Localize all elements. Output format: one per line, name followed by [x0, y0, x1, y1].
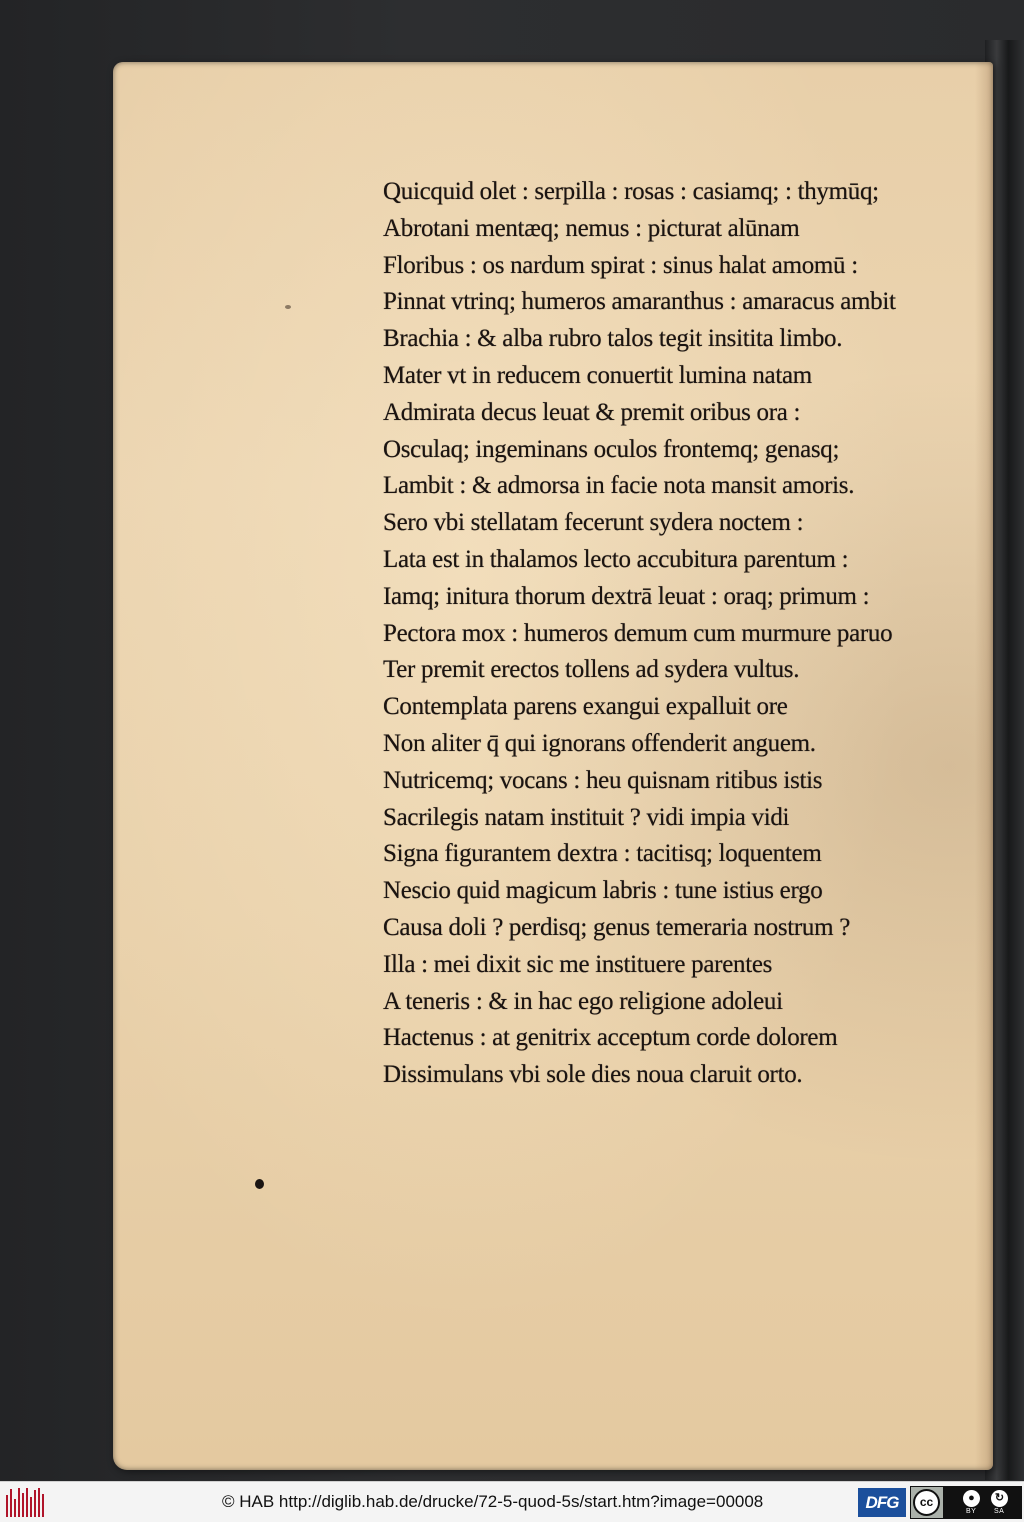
text-line: Causa doli ? perdisq; genus temeraria nostrum ?	[383, 913, 851, 941]
attribution-icon: ●	[963, 1490, 980, 1507]
text-line: Contemplata parens exangui expalluit ore	[383, 693, 788, 721]
text-line: Pinnat vtrinq; humeros amaranthus : amaracus ambit	[383, 288, 896, 316]
ink-dot	[255, 1179, 264, 1189]
text-line: Sero vbi stellatam fecerunt sydera noctem :	[383, 509, 804, 537]
text-line: Lambit : & admorsa in facie nota mansit amoris.	[383, 472, 855, 500]
license-attributes	[943, 1487, 1021, 1518]
text-line: Signa figurantem dextra : tacitisq; loquentem	[383, 840, 822, 868]
text-line: Illa : mei dixit sic me instituere parentes	[383, 950, 773, 978]
text-line: Floribus : os nardum spirat : sinus halat amomū :	[383, 251, 858, 279]
text-line: Admirata decus leuat & premit oribus ora :	[383, 398, 801, 426]
page-edge-shadow	[975, 62, 993, 1470]
text-line: Dissimulans vbi sole dies noua claruit orto.	[383, 1061, 803, 1089]
text-line: Brachia : & alba rubro talos tegit insitita limbo.	[383, 325, 843, 353]
text-line: A teneris : & in hac ego religione adoleui	[383, 987, 783, 1015]
text-line: Lata est in thalamos lecto accubitura parentum :	[383, 545, 849, 573]
text-line: Mater vt in reducem conuertit lumina natam	[383, 361, 812, 389]
dfg-logo[interactable]: DFG	[858, 1488, 906, 1517]
text-line: Iamq; initura thorum dextrā leuat : oraq; primum :	[383, 582, 870, 610]
text-line: Nescio quid magicum labris : tune istius ergo	[383, 877, 823, 905]
by-label: BY	[966, 1508, 977, 1515]
share-alike-icon: ↻	[991, 1490, 1008, 1507]
text-line: Abrotani mentæq; nemus : picturat alūnam	[383, 214, 800, 242]
cc-license-badge[interactable]	[910, 1486, 1022, 1519]
hab-logo-icon[interactable]	[6, 1488, 46, 1517]
margin-mark	[285, 305, 291, 309]
footer-bar	[0, 1481, 1024, 1522]
text-line: Osculaq; ingeminans oculos frontemq; genasq;	[383, 435, 840, 463]
footer-credit-link[interactable]: © HAB http://diglib.hab.de/drucke/72-5-quod-5s/start.htm?image=00008	[222, 1492, 764, 1511]
text-line: Hactenus : at genitrix acceptum corde dolorem	[383, 1024, 838, 1052]
text-line: Pectora mox : humeros demum cum murmure paruo	[383, 619, 893, 647]
cc-icon: cc	[913, 1489, 940, 1516]
sa-label: SA	[994, 1508, 1005, 1515]
text-line: Sacrilegis natam instituit ? vidi impia vidi	[383, 803, 790, 831]
printed-text-block	[383, 174, 963, 1094]
text-line: Nutricemq; vocans : heu quisnam ritibus istis	[383, 766, 823, 794]
text-line: Ter premit erectos tollens ad sydera vultus.	[383, 656, 800, 684]
text-line: Quicquid olet : serpilla : rosas : casiamq; : thymūq;	[383, 178, 879, 205]
book-page	[113, 62, 993, 1470]
text-line: Non aliter q̄ qui ignorans offenderit anguem.	[383, 729, 816, 757]
